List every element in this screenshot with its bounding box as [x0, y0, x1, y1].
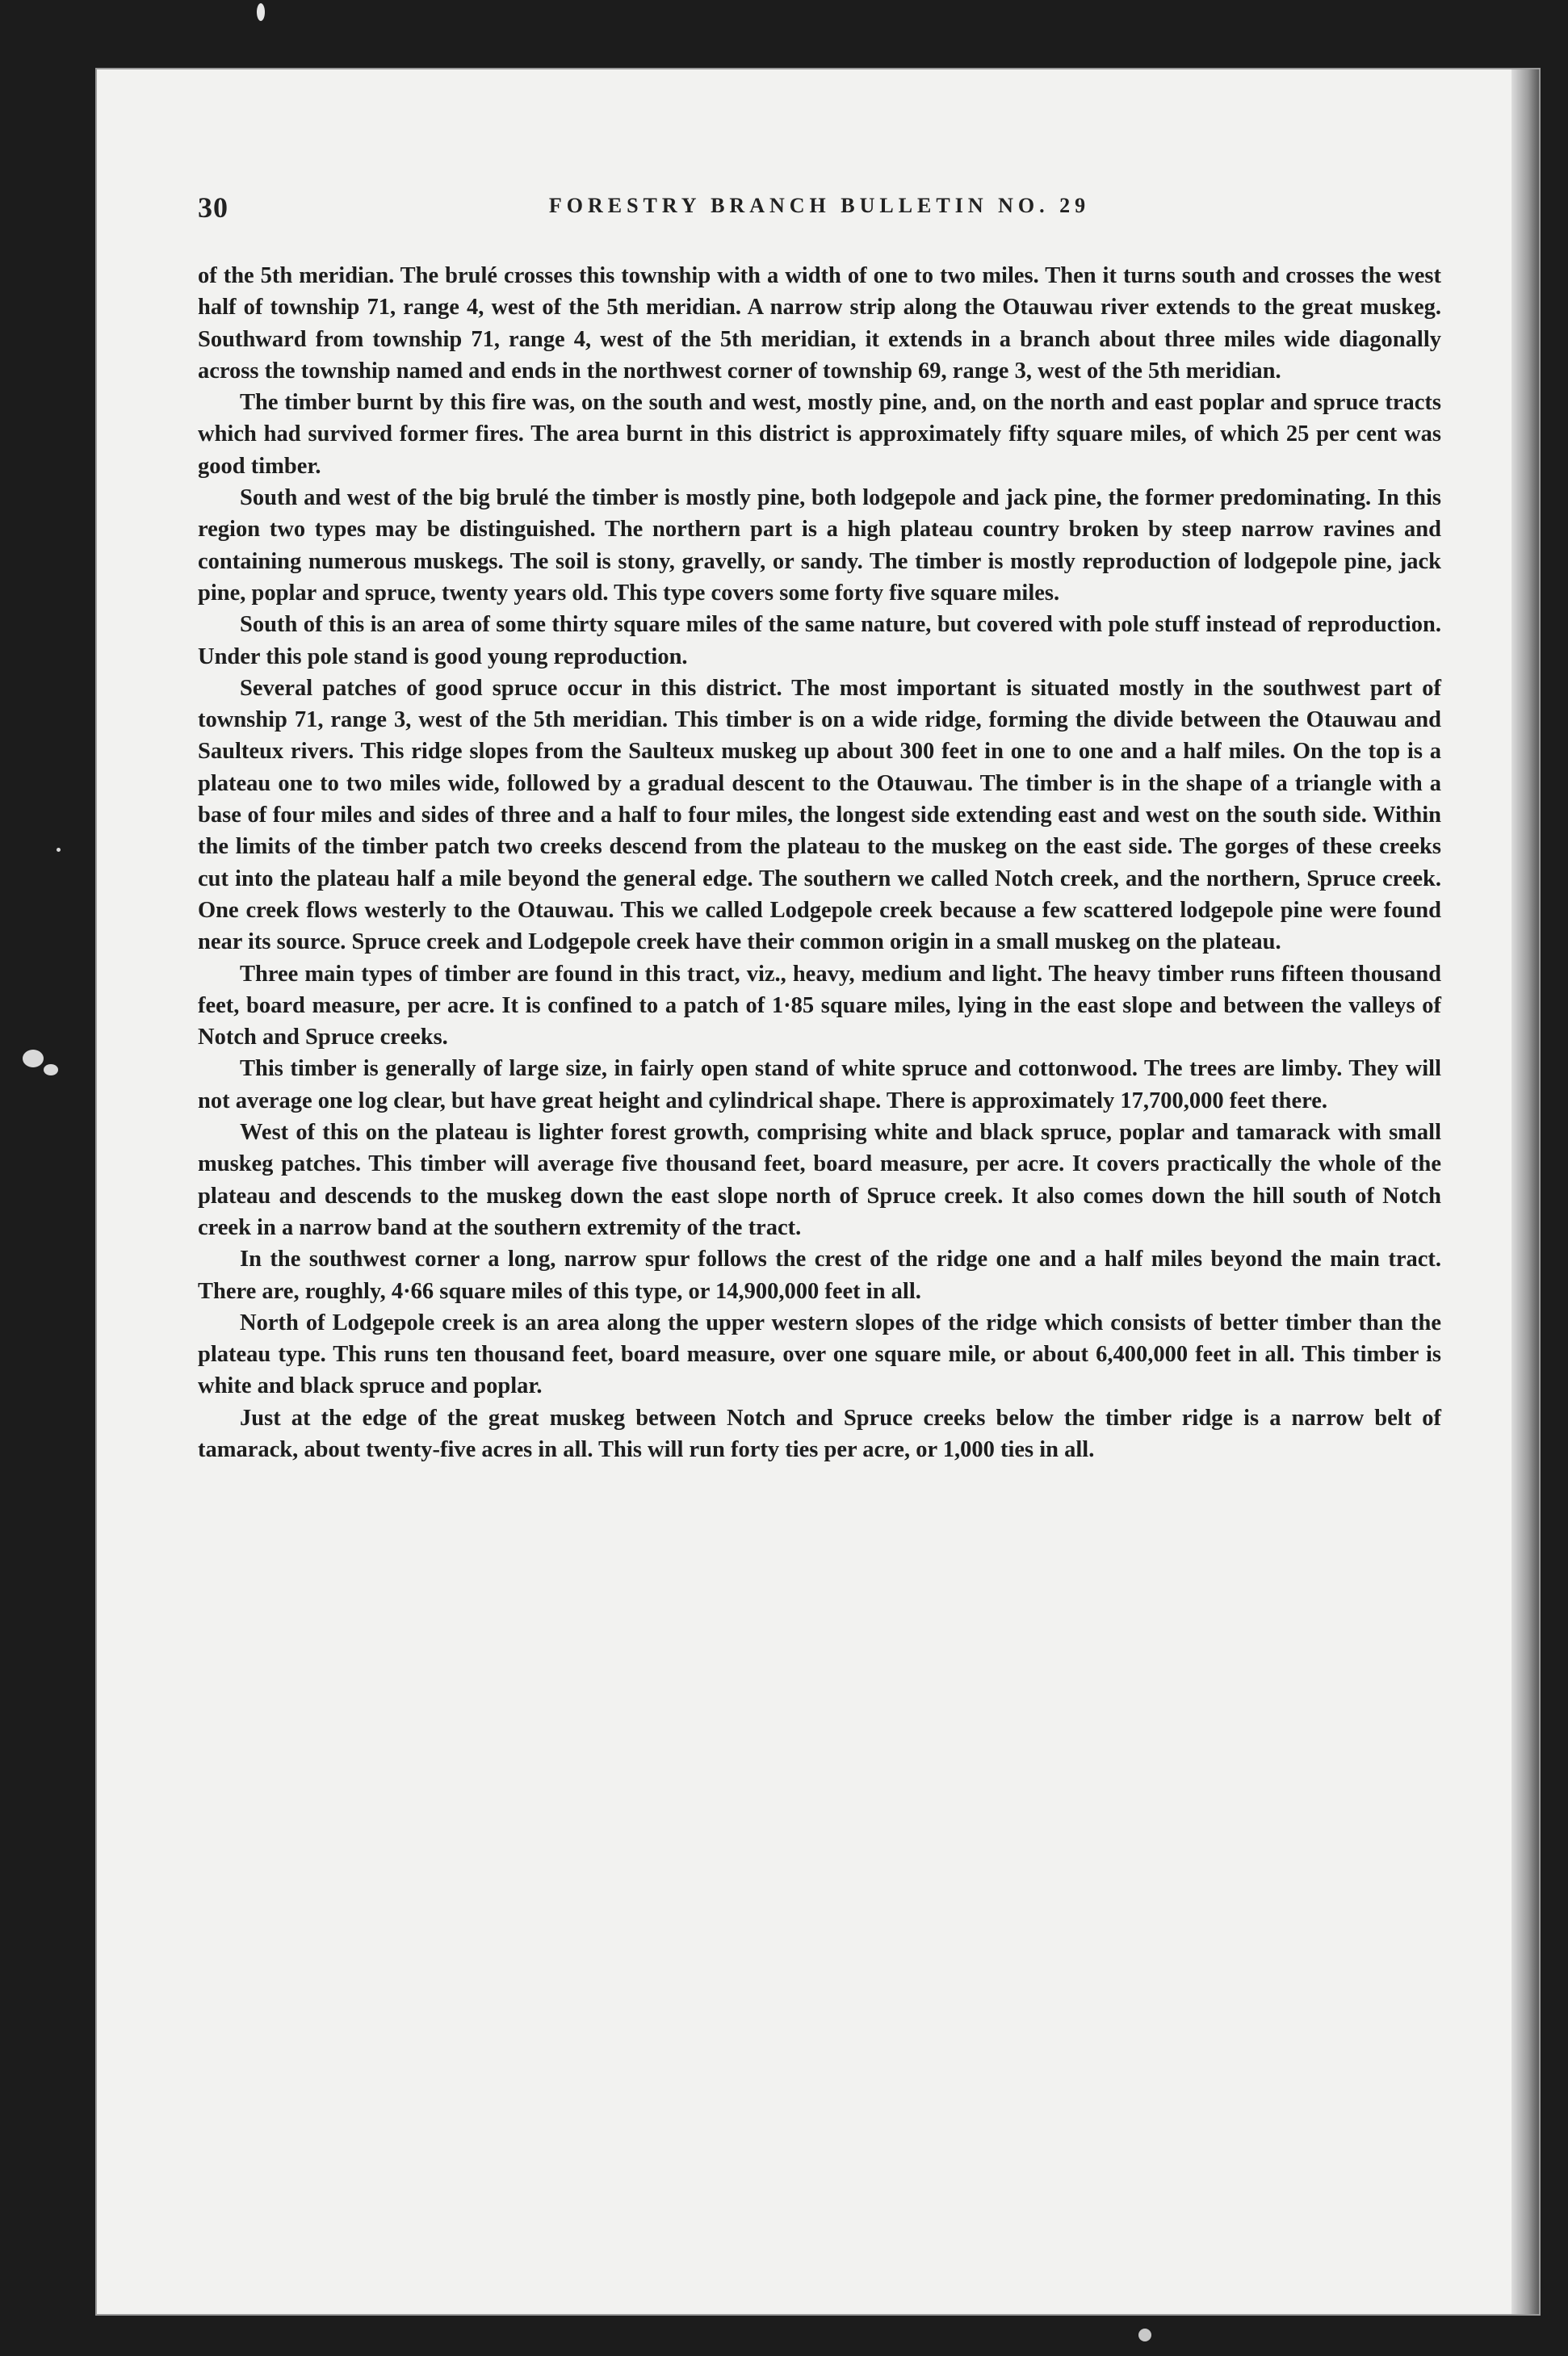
scan-speck: [23, 1050, 44, 1067]
paragraph: This timber is generally of large size, in fairly open stand of white spruce and cottonwood. The trees are limby. They will not average one log clear, but have great height and cylindrical shape. There is approximately 17,700,000 feet there.: [198, 1056, 1441, 1113]
paragraph: South of this is an area of some thirty square miles of the same nature, but covered with pole stuff instead of reproduction. Under this pole stand is good young reproduction.: [198, 612, 1441, 669]
page-number: 30: [198, 191, 228, 224]
running-head: FORESTRY BRANCH BULLETIN NO. 29: [548, 194, 1091, 217]
body-text: [198, 260, 1441, 1465]
scan-speck: [257, 3, 265, 21]
scan-speck: [44, 1064, 58, 1075]
paragraph: West of this on the plateau is lighter forest growth, comprising white and black spruce, poplar and tamarack with small muskeg patches. This timber will average five thousand feet, board measure, per acre. It covers practically the whole of the plateau and descends to the muskeg down the east slope north of Spruce creek. It also comes down the hill south of Notch creek in a narrow band at the southern extremity of the tract.: [198, 1120, 1441, 1240]
paragraph: Just at the edge of the great muskeg between Notch and Spruce creeks below the timber ridge is a narrow belt of tamarack, about twenty-five acres in all. This will run forty ties per acre, or 1,000 ties in all.: [198, 1405, 1441, 1462]
paragraph: In the southwest corner a long, narrow spur follows the crest of the ridge one and a half miles beyond the main tract. There are, roughly, 4·66 square miles of this type, or 14,900,000 feet in all.: [198, 1247, 1441, 1304]
scan-speck: [57, 848, 61, 852]
paragraph: of the 5th meridian. The brulé crosses this township with a width of one to two miles. Then it turns south and crosses the west half of township 71, range 4, west of the 5th meridian. A narrow strip along the Otauwau river extends to the great muskeg. Southward from township 71, range 4, west of the 5th meridian, it extends in a branch about three miles wide diagonally across the township named and ends in the northwest corner of township 69, range 3, west of the 5th meridian.: [198, 263, 1441, 384]
scan-speck: [1138, 2329, 1151, 2341]
page-header: [198, 191, 1441, 231]
paragraph: Several patches of good spruce occur in this district. The most important is situated mostly in the southwest part of township 71, range 3, west of the 5th meridian. This timber is on a wide ridge, forming the divide between the Otauwau and Saulteux rivers. This ridge slopes from the Saulteux muskeg up about 300 feet in one to one and a half miles. On the top is a plateau one to two miles wide, followed by a gradual descent to the Otauwau. The timber is in the shape of a triangle with a base of four miles and sides of three and a half to four miles, the longest side extending east and west on the south side. Within the limits of the timber patch two creeks descend from the plateau to the muskeg on the east side. The gorges of these creeks cut into the plateau half a mile beyond the general edge. The southern we called Notch creek, and the northern, Spruce creek. One creek flows westerly to the Otauwau. This we called Lodgepole creek because a few scattered lodgepole pine were found near its source. Spruce creek and Lodgepole creek have their common origin in a small muskeg on the plateau.: [198, 675, 1441, 955]
paragraph: Three main types of timber are found in this tract, viz., heavy, medium and light. The heavy timber runs fifteen thousand feet, board measure, per acre. It is confined to a patch of 1·85 square miles, lying in the east slope and between the valleys of Notch and Spruce creeks.: [198, 961, 1441, 1050]
paragraph: South and west of the big brulé the timber is mostly pine, both lodgepole and jack pine, the former predominating. In this region two types may be distinguished. The northern part is a high plateau country broken by steep narrow ravines and containing numerous muskegs. The soil is stony, gravelly, or sandy. The timber is mostly reproduction of lodgepole pine, jack pine, poplar and spruce, twenty years old. This type covers some forty five square miles.: [198, 485, 1441, 606]
page-edge: [1511, 69, 1539, 2314]
paragraph: The timber burnt by this fire was, on the south and west, mostly pine, and, on the north and east poplar and spruce tracts which had survived former fires. The area burnt in this district is approximately fifty square miles, of which 25 per cent was good timber.: [198, 390, 1441, 479]
paragraph: North of Lodgepole creek is an area along the upper western slopes of the ridge which consists of better timber than the plateau type. This runs ten thousand feet, board measure, over one square mile, or about 6,400,000 feet in all. This timber is white and black spruce and poplar.: [198, 1310, 1441, 1399]
